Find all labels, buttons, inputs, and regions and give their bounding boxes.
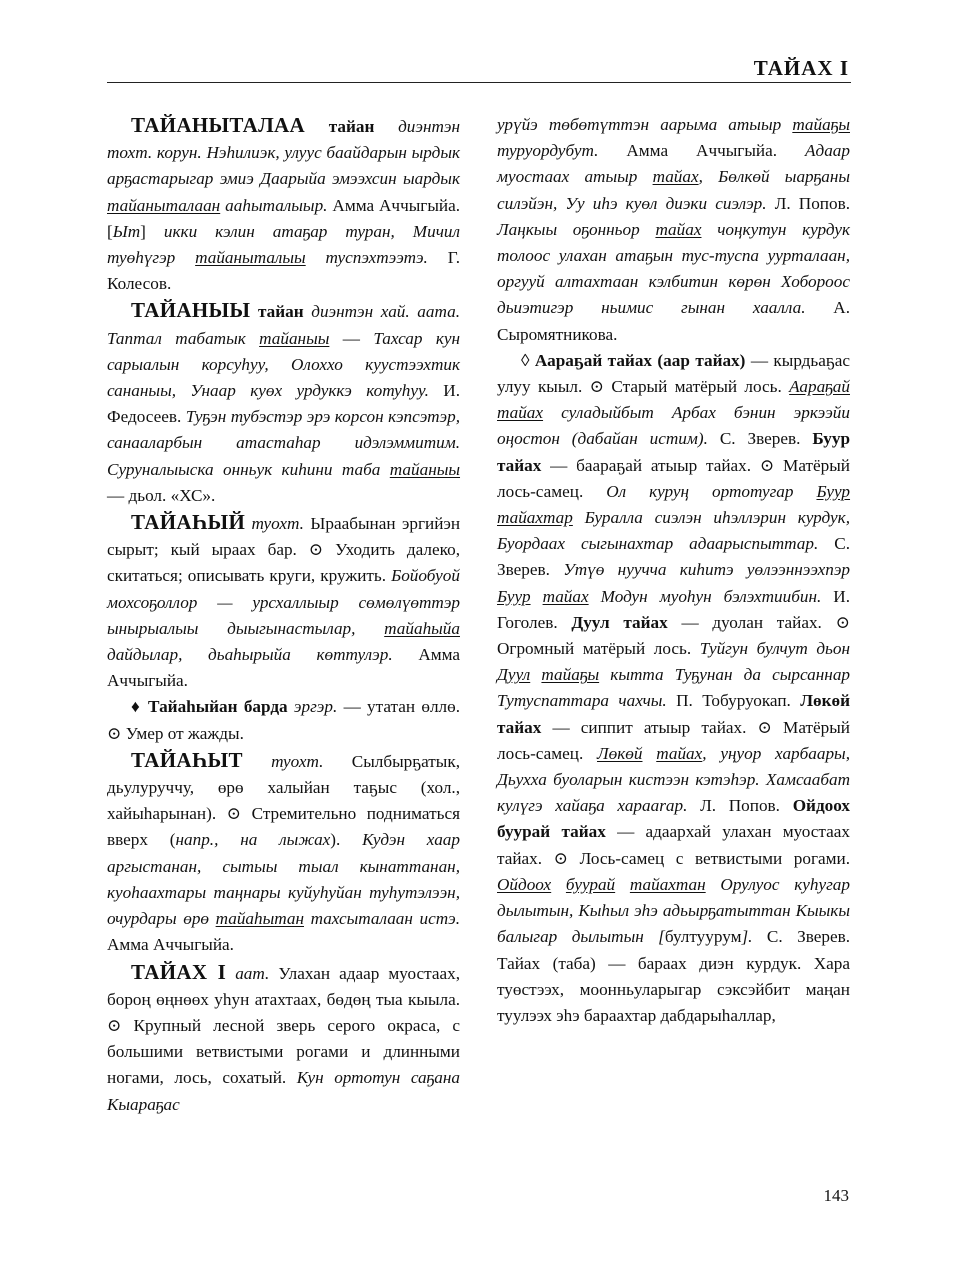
idiom-tayahyyan-barda	[107, 694, 460, 746]
example-highlight: Аараҕай	[789, 377, 850, 397]
headword: ТАЙАҺЫЙ	[131, 510, 246, 535]
example-highlight: тайах	[652, 167, 699, 187]
example-highlight: тайаҕы	[541, 665, 600, 685]
source: А. Сыромятникова.	[497, 298, 850, 344]
source: Амма Аччыгыйа.	[107, 645, 460, 691]
source: С. Зверев.	[497, 534, 851, 580]
example-highlight: тайаныталыы	[195, 248, 306, 268]
stem: тайан	[257, 302, 304, 322]
example-highlight: тайаныталаан	[107, 195, 221, 215]
example: Буралла сиэлэн иһэллэрин курдук, Буордаах сыгынахтар адаарыспыттар.	[497, 508, 850, 554]
grammar-note: аат.	[235, 963, 270, 983]
stem: тайан	[328, 117, 375, 136]
example: Орулуос куһугар дылытын, Кыһыл эһэ адьырҕатыттан Кыыкы балыгар дылытын [	[497, 874, 850, 947]
idiom: Дуул тайах	[571, 612, 668, 632]
usage-note: напр., на лыжах	[175, 830, 331, 850]
insertion: бултуурум	[664, 927, 742, 947]
example: диэнтэн хай. аата. Таптал табатык	[107, 302, 461, 348]
example-highlight: Лөкөй	[597, 743, 643, 763]
cross-reference	[687, 954, 699, 973]
definition: — адаархай улахан муостаах тайах. ⊙ Лось-самец с ветвистыми рогами.	[497, 822, 851, 868]
definition: Улахан адаар муостаах, бороң өңнөөх уhун атахтаах, бөдөң тыа кыыла. ⊙ Крупный лесной зверь серого окраса, с большими ветвистыми рогами и длинными ногами, лось, сохатый.	[107, 963, 460, 1088]
source: Г. Колесов.	[107, 248, 460, 294]
example: Тахсар кун сарыалын корсуhуу, Олоххо куустээхтик сананыы, Унаар куөх урдуккэ котуhуу.	[107, 328, 461, 401]
example-highlight: Дуул	[497, 665, 531, 685]
example-highlight: тайах	[497, 403, 544, 423]
definition: — утатан өллө. ⊙ Умер от жажды.	[107, 697, 460, 743]
example: Ол куруң ортотугар	[606, 481, 794, 501]
right-column	[497, 112, 850, 1029]
example: тахсыталаан истэ.	[310, 909, 461, 929]
source: Л. Попов.	[774, 193, 850, 213]
example: уңуор харбаары, Дьухха буоларын кистээн кэтэһэр. Хамсаабат кулүгэ хайаҕа харааrар.	[497, 743, 850, 816]
example: Бойобуой мохсоҕоллор — урсхаллыыр сөмөлүөттэр ынырыалыы дыыгынастылар,	[107, 566, 460, 638]
headword: ТАЙАҺЫТ	[131, 747, 243, 772]
source: Амма Аччыгыйа.	[626, 141, 778, 161]
idiom-aaragay-tayakh: ◊ Аараҕай тайах (аар тайах) — кырдьаҕас улуу кыыл. ⊙ Старый матёрый лось. Аараҕай тайах суладыйбыт Арбах бэнин эркээйи оңостон (дабайан истим). С. Зверев. Буур тайах — баараҕай атыыр тайах. ⊙ Матёрый лось-самец. Ол куруң ортотугар Буур тайахтар Буралла сиэлэн иһэллэрин курдук, Буордаах сыгынахтар адаарыспыттар. С. Зверев. Утүө нуучча киһитэ уөлээннээхпэр Буур тайах Модун муоһун бэлэхтиибин. И. Гоголев. Дуул тайах — дуолан тайах. ⊙ Огромный матёрый лось. Туйгун булчут дьон Дуул тайаҕы кытта Туҕунан да сырсаннар Тутуспаттара чахчы. П. Тобуруокап. Лөкөй тайах — сиппит атыыр тайах. ⊙ Матёрый лось-самец. Лөкөй тайах, уңуор харбаары, Дьухха буоларын кистээн кэтэһэр. Хамсаабат кулүгэ хайаҕа харааrар. Л. Попов. Ойдоох буурай тайах — адаархай улахан муостаах тайах. ⊙ Лось-самец с ветвистыми рогами. Ойдоох буурай тайахтан Орулуос куһугар дылытын, Кыһыл эһэ адьырҕатыттан Кыыкы балыгар дылытын [бултуурум]. С. Зверев. Тайах (таба) — бараах диэн курдук. Хара туөстээх, моонньуларыгар сэксэйбит маңан туулээх эһэ бараахтар дабдарыһаллар,	[497, 350, 851, 1025]
definition: — дуолан тайах. ⊙ Огромный матёрый лось.	[497, 612, 851, 659]
entry-tayanyy: ТАЙАНЫЫ тайан диэнтэн хай. аата. Таптал табатык тайаныы — Тахсар кун сарыалын корсуhуу, Олоххо куустээхтик сананыы, Унаар куөх урдуккэ котуhуу. И. Федосеев. Туҕэн тубэстэр эрэ корсон кэпсэтэр, санааларбын атастаһар идэлэммитим. Суруналыыска онньук киһини таба тайаныы — дьол. «ХС».	[107, 298, 461, 505]
definition: Сылбырҕатык, дьулуруччу, өрө халыйан таҕыс (хол., хайыһарынан). ⊙ Стремительно подниматься вверх (	[107, 751, 461, 850]
example: туспэхтээтэ.	[325, 248, 428, 268]
example: туруордубут.	[497, 141, 599, 161]
headword: ТАЙАНЫТАЛАА	[131, 113, 305, 137]
example: урүйэ төбөтүттэн аарыма атыыр	[497, 115, 782, 134]
idiom: Ойдоох буурай тайах	[497, 796, 851, 842]
example: Кудэн хаар аргыстанан, сытыы тыал кынаттанан, куоһаахтары таңнары куйуhуйан туhутэлээн, очурдары өрө	[107, 830, 460, 929]
example: Туҕэн тубэстэр эрэ корсон кэпсэтэр, санааларбын атастаһар идэлэммитим. Суруналыыска онньук киһини таба	[107, 407, 460, 479]
example-highlight: тайаһыйа	[384, 618, 460, 638]
example: Туйгун булчут дьон	[699, 639, 850, 659]
source: И. Федосеев.	[107, 381, 461, 427]
example: Модун муоһун бэлэхтиибин.	[600, 586, 822, 606]
idiom: Буур тайах	[497, 429, 851, 475]
example: Кун ортотун саҕана Кыараҕас	[107, 1068, 460, 1114]
example: суладыйбыт Арбах бэнин эркээйи оңостон (дабайан истим).	[497, 403, 850, 449]
definition: Ыраабынан эргийэн сырыт; кый ыраах бар. ⊙ Уходить далеко, скитаться; описывать круги, кружить.	[107, 514, 461, 586]
example: Бөлкөй ыарҕаны силэйэн, Уу иhэ куөл диэки сиэлэр.	[497, 167, 851, 213]
source: Амма Аччыгыйа. [	[107, 195, 460, 241]
example: кытта Туҕунан да сырсаннар Тутуспаттара чахчы.	[497, 665, 851, 711]
example: Лаңкыы оҕонньор	[497, 219, 640, 239]
example-highlight: тайахтар	[497, 508, 573, 528]
example-highlight: буурай	[565, 874, 616, 894]
grammar-note: эргэр.	[293, 697, 338, 717]
entry-tayanytalaa: ТАЙАНЫТАЛАА тайан диэнтэн тохт. корун. Нэһилиэк, улуус баайдарын ырдык арҕастарыгар эмиэ Даарыйа эмээхсин ыардык тайаныталаан ааһыталыыр. Амма Аччыгыйа. [Ыт] икки кэлин атаҕар туран, Мичил туөһүгэр тайаныталыы туспэхтээтэ. Г. Колесов.	[107, 113, 461, 294]
example-highlight: тайаныы	[259, 328, 330, 348]
grammar-note: туохт.	[251, 514, 304, 534]
idiom	[596, 954, 608, 973]
definition: — баараҕай атыыр тайах. ⊙ Матёрый лось-самец.	[497, 455, 851, 501]
example-highlight: тайахтан	[629, 874, 706, 894]
page-number: 143	[823, 1186, 849, 1205]
example-highlight: тайаһытан	[215, 909, 304, 929]
idiom: ♦ Тайаһыйан барда	[131, 697, 288, 717]
grammar-note: туохт.	[271, 751, 324, 771]
entry-tayakh-1	[107, 959, 460, 1118]
source: Амма Аччыгыйа.	[107, 935, 234, 955]
example-highlight: Ойдоох	[497, 874, 552, 894]
entry-tayahyt: ТАЙАҺЫТ туохт. Сылбырҕатык, дьулуруччу, өрө халыйан таҕыс (хол., хайыһарынан). ⊙ Стремительно подниматься вверх (напр., на лыжах). Кудэн хаар аргыстанан, сытыы тыал кынаттанан, куоһаахтары таңнары куйуhуйан туhутэлээн, очурдары өрө тайаһытан тахсыталаан истэ. Амма Аччыгыйа.	[107, 747, 461, 955]
example: Нэһилиэк, улуус баайдарын ырдык арҕастарыгар эмиэ Даарыйа эмээхсин ыардык	[107, 143, 461, 189]
example: Адаар муостаах атыыр	[497, 141, 850, 187]
source: Л. Попов.	[700, 796, 780, 816]
definition: — кырдьаҕас улуу кыыл. ⊙ Старый матёрый лось.	[497, 350, 851, 397]
idiom: ◊ Аараҕай тайах (аар тайах)	[521, 350, 746, 370]
entry-tayakh-1-continued: урүйэ төбөтүттэн аарыма атыыр тайаҕы туруордубут. Амма Аччыгыйа. Адаар муостаах атыыр тайах, Бөлкөй ыарҕаны силэйэн, Уу иhэ куөл диэки сиэлэр. Л. Попов. Лаңкыы оҕонньор тайах чоңкутун курдук толоос улахан атаҕын тус-туспа уурталаан, оргууй алтахтаан кэлбитин көрөн Хобороос дьиэтигэр ньимис гынан хаалла. А. Сыромятникова.	[497, 115, 851, 344]
example-highlight: Буур	[816, 481, 851, 501]
example: ].	[741, 927, 753, 947]
entry-tayahyy	[107, 509, 460, 694]
left-column	[107, 112, 460, 1118]
source: И. Гоголев.	[497, 586, 850, 632]
example: Утүө нуучча киһитэ уөлээннээхпэр	[563, 560, 851, 580]
source: П. Тобуруокап.	[676, 691, 791, 711]
headword: ТАЙАНЫЫ	[131, 298, 251, 323]
example-highlight: тайаҕы	[792, 115, 850, 134]
header-rule	[107, 82, 851, 83]
example: икки кэлин атаҕар туран, Мичил туөһүгэр	[107, 221, 461, 268]
source: — дьол. «ХС».	[107, 485, 216, 505]
example: ааһыталыыр.	[225, 195, 328, 215]
idiom: Лөкөй тайах	[497, 691, 851, 737]
example-highlight: тайах	[656, 743, 703, 763]
headword: ТАЙАХ I	[131, 959, 227, 984]
example: чоңкутун курдук толоос улахан атаҕын тус-туспа уурталаан, оргууй алтахтаан кэлбитин көрөн Хобороос дьиэтигэр ньимис гынан хаалла.	[497, 219, 851, 318]
running-header: ТАЙАХ I	[753, 56, 849, 80]
insertion: Ыт	[112, 221, 141, 241]
example-highlight: тайах	[655, 219, 702, 239]
source: С. Зверев.	[719, 429, 801, 449]
definition: — сиппит атыыр тайах. ⊙ Матёрый лось-самец.	[497, 717, 850, 763]
grammar-note: диэнтэн тохт. корун.	[107, 117, 461, 163]
example-highlight: тайаныы	[389, 459, 461, 479]
example-highlight: тайах	[542, 586, 589, 606]
example: дайдылар, дьаһырыйа көттулэр.	[107, 645, 393, 665]
example-highlight: Буур	[497, 586, 531, 606]
